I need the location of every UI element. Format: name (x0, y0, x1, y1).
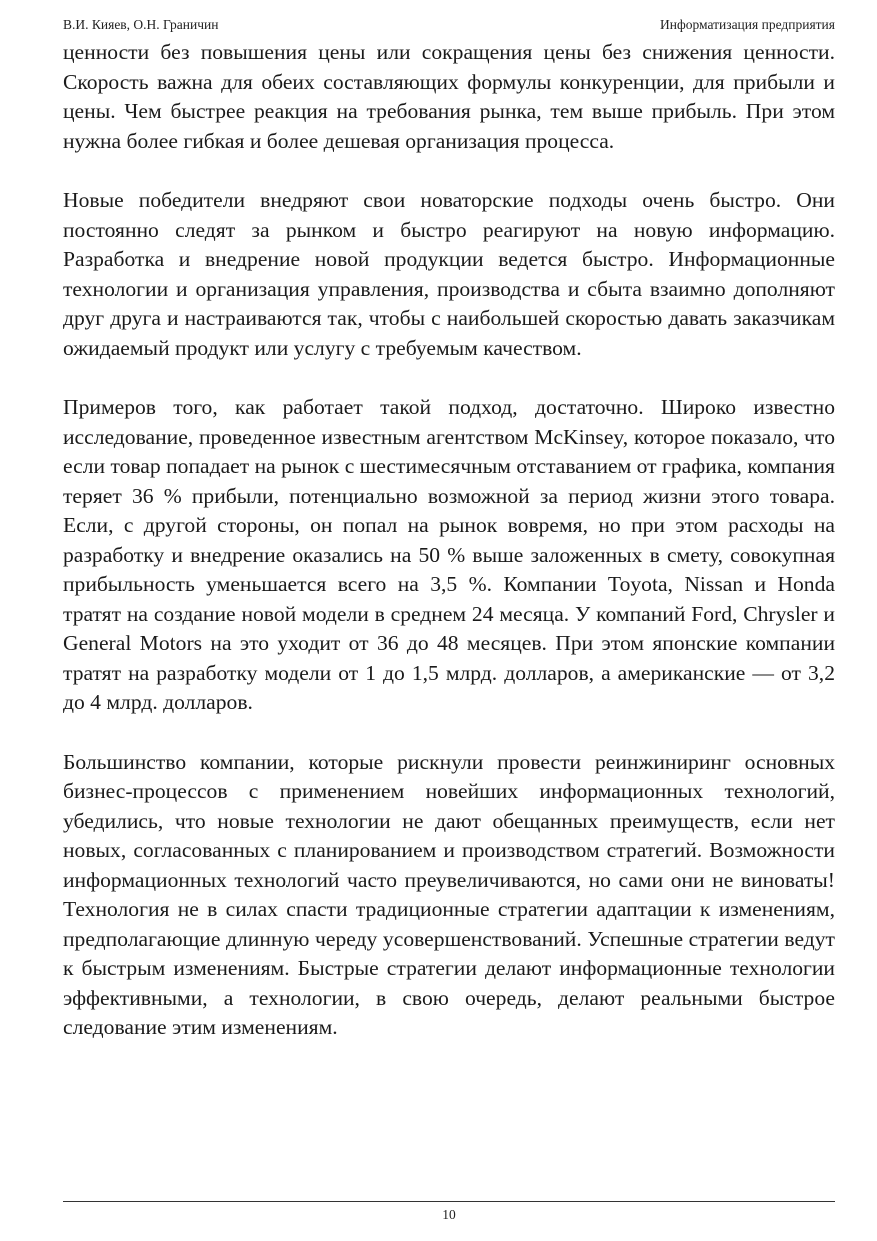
paragraph-4: Большинство компании, которые рискнули провести реинжиниринг основных бизнес-процессов с применением новейших информационных технологий, убедились, что новые технологии не дают обещанных преимуществ, если нет новых, согласованных с планированием и производством стратегий. Возможности информационных технологий часто преувеличиваются, но сами они не виноваты! Технология не в силах спасти традиционные стратегии адаптации к изменениям, предполагающие длинную череду усовершенствований. Успешные стратегии ведут к быстрым изменениям. Быстрые стратегии делают информационные технологии эффективными, а технологии, в свою очередь, делают реальными быстрое следование этим изменениям. (63, 749, 835, 1039)
header-title: Информатизация предприятия (660, 17, 835, 32)
document-page (63, 0, 835, 1241)
body-text (63, 38, 835, 1043)
page-number: 10 (442, 1207, 456, 1222)
footer-divider (63, 1201, 835, 1202)
running-header (63, 16, 835, 34)
paragraph-3: Примеров того, как работает такой подход, достаточно. Широко известно исследование, проведенное известным агентством McKinsey, которое показало, что если товар попадает на рынок с шестимесячным отставанием от графика, компания теряет 36 % прибыли, потенциально возможной за период жизни этого товара. Если, с другой стороны, он попал на рынок вовремя, но при этом расходы на разработку и внедрение оказались на 50 % выше заложенных в смету, совокупная прибыльность уменьшается всего на 3,5 %. Компании Toyota, Nissan и Honda тратят на создание новой модели в среднем 24 месяца. У компаний Ford, Chrysler и General Motors на это уходит от 36 до 48 месяцев. При этом японские компании тратят на разработку модели от 1 до 1,5 млрд. долларов, а американские — от 3,2 до 4 млрд. долларов. (63, 395, 835, 714)
paragraph-1: ценности без повышения цены или сокращения цены без снижения ценности. Скорость важна для обеих составляющих формулы конкуренции, для прибыли и цены. Чем быстрее реакция на требования рынка, тем выше прибыль. При этом нужна более гибкая и более дешевая организация процесса. (63, 40, 835, 153)
paragraph-2: Новые победители внедряют свои новаторские подходы очень быстро. Они постоянно следят за рынком и быстро реагируют на новую информацию. Разработка и внедрение новой продукции ведется быстро. Информационные технологии и организация управления, производства и сбыта взаимно дополняют друг друга и настраиваются так, чтобы с наибольшей скоростью давать заказчикам ожидаемый продукт или услугу с требуемым качеством. (63, 188, 835, 360)
header-authors: В.И. Кияев, О.Н. Граничин (63, 17, 219, 32)
